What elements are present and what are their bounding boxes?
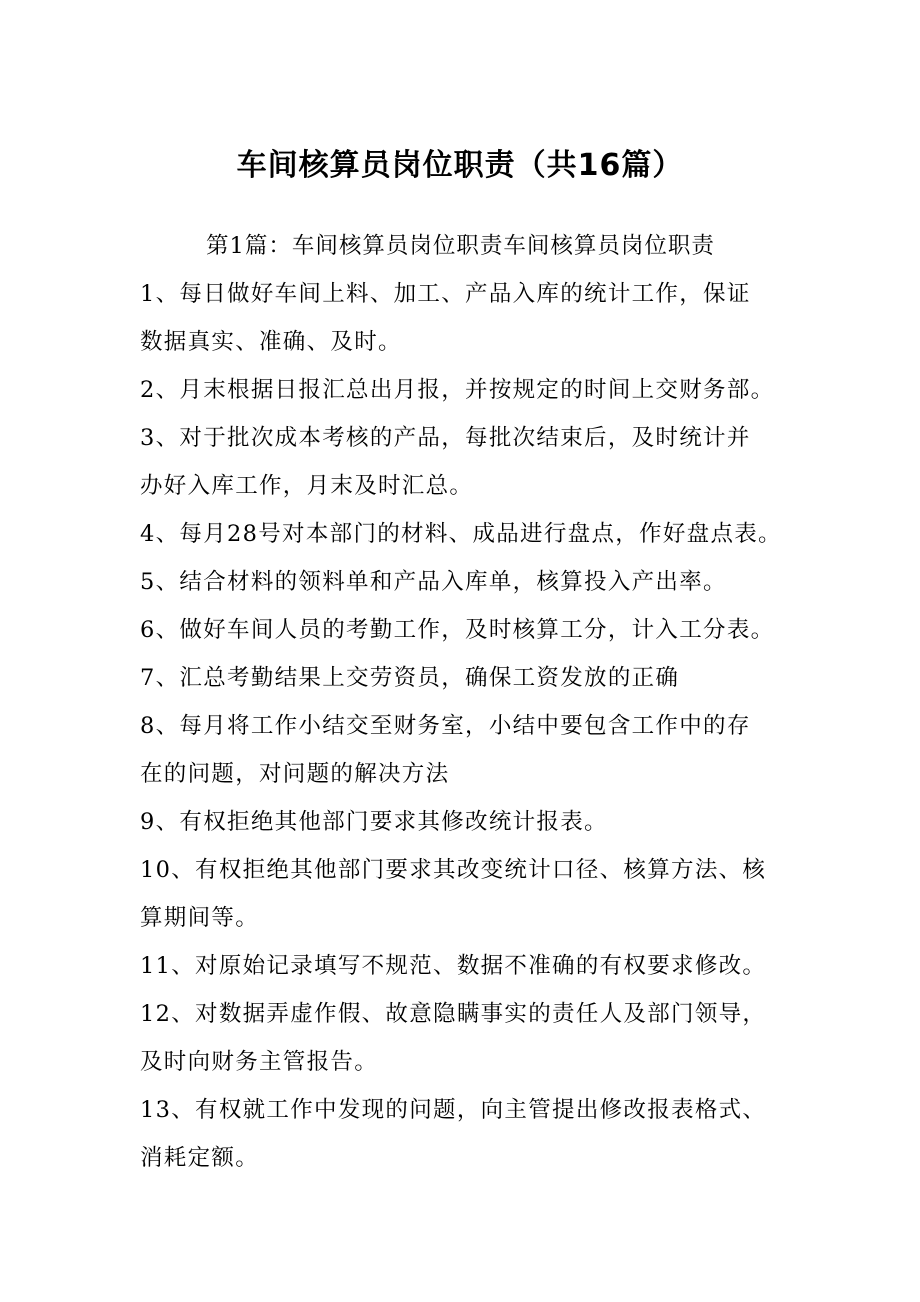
paragraph-line: 13、有权就工作中发现的问题，向主管提出修改报表格式、 xyxy=(140,1097,767,1123)
paragraph-line: 7、汇总考勤结果上交劳资员，确保工资发放的正确 xyxy=(140,665,680,691)
paragraph-line: 9、有权拒绝其他部门要求其修改统计报表。 xyxy=(140,809,608,835)
paragraph-line: 及时向财务主管报告。 xyxy=(140,1049,379,1075)
section-heading: 第1篇：车间核算员岗位职责车间核算员岗位职责 xyxy=(206,233,715,259)
document-title: 车间核算员岗位职责（共16篇） xyxy=(236,148,684,183)
paragraph-line: 10、有权拒绝其他部门要求其改变统计口径、核算方法、核 xyxy=(140,857,767,883)
paragraph-line: 8、每月将工作小结交至财务室，小结中要包含工作中的存 xyxy=(140,713,751,739)
paragraph-line: 1、每日做好车间上料、加工、产品入库的统计工作，保证 xyxy=(140,281,751,307)
paragraph-line: 5、结合材料的领料单和产品入库单，核算投入产出率。 xyxy=(140,569,727,595)
paragraph-line: 3、对于批次成本考核的产品，每批次结束后，及时统计并 xyxy=(140,425,751,451)
paragraph-line: 4、每月28号对本部门的材料、成品进行盘点，作好盘点表。 xyxy=(140,521,782,547)
paragraph-line: 在的问题，对问题的解决方法 xyxy=(140,761,450,787)
paragraph-line: 消耗定额。 xyxy=(140,1145,260,1171)
paragraph-line: 2、月末根据日报汇总出月报，并按规定的时间上交财务部。 xyxy=(140,377,775,403)
paragraph-line: 6、做好车间人员的考勤工作，及时核算工分，计入工分表。 xyxy=(140,617,775,643)
paragraph-line: 12、对数据弄虚作假、故意隐瞒事实的责任人及部门领导， xyxy=(140,1001,767,1027)
paragraph-line: 11、对原始记录填写不规范、数据不准确的有权要求修改。 xyxy=(140,953,767,979)
document-body xyxy=(140,222,800,1182)
paragraph-line: 算期间等。 xyxy=(140,905,260,931)
paragraph-line: 办好入库工作，月末及时汇总。 xyxy=(140,473,474,499)
paragraph-line: 数据真实、准确、及时。 xyxy=(140,329,402,355)
